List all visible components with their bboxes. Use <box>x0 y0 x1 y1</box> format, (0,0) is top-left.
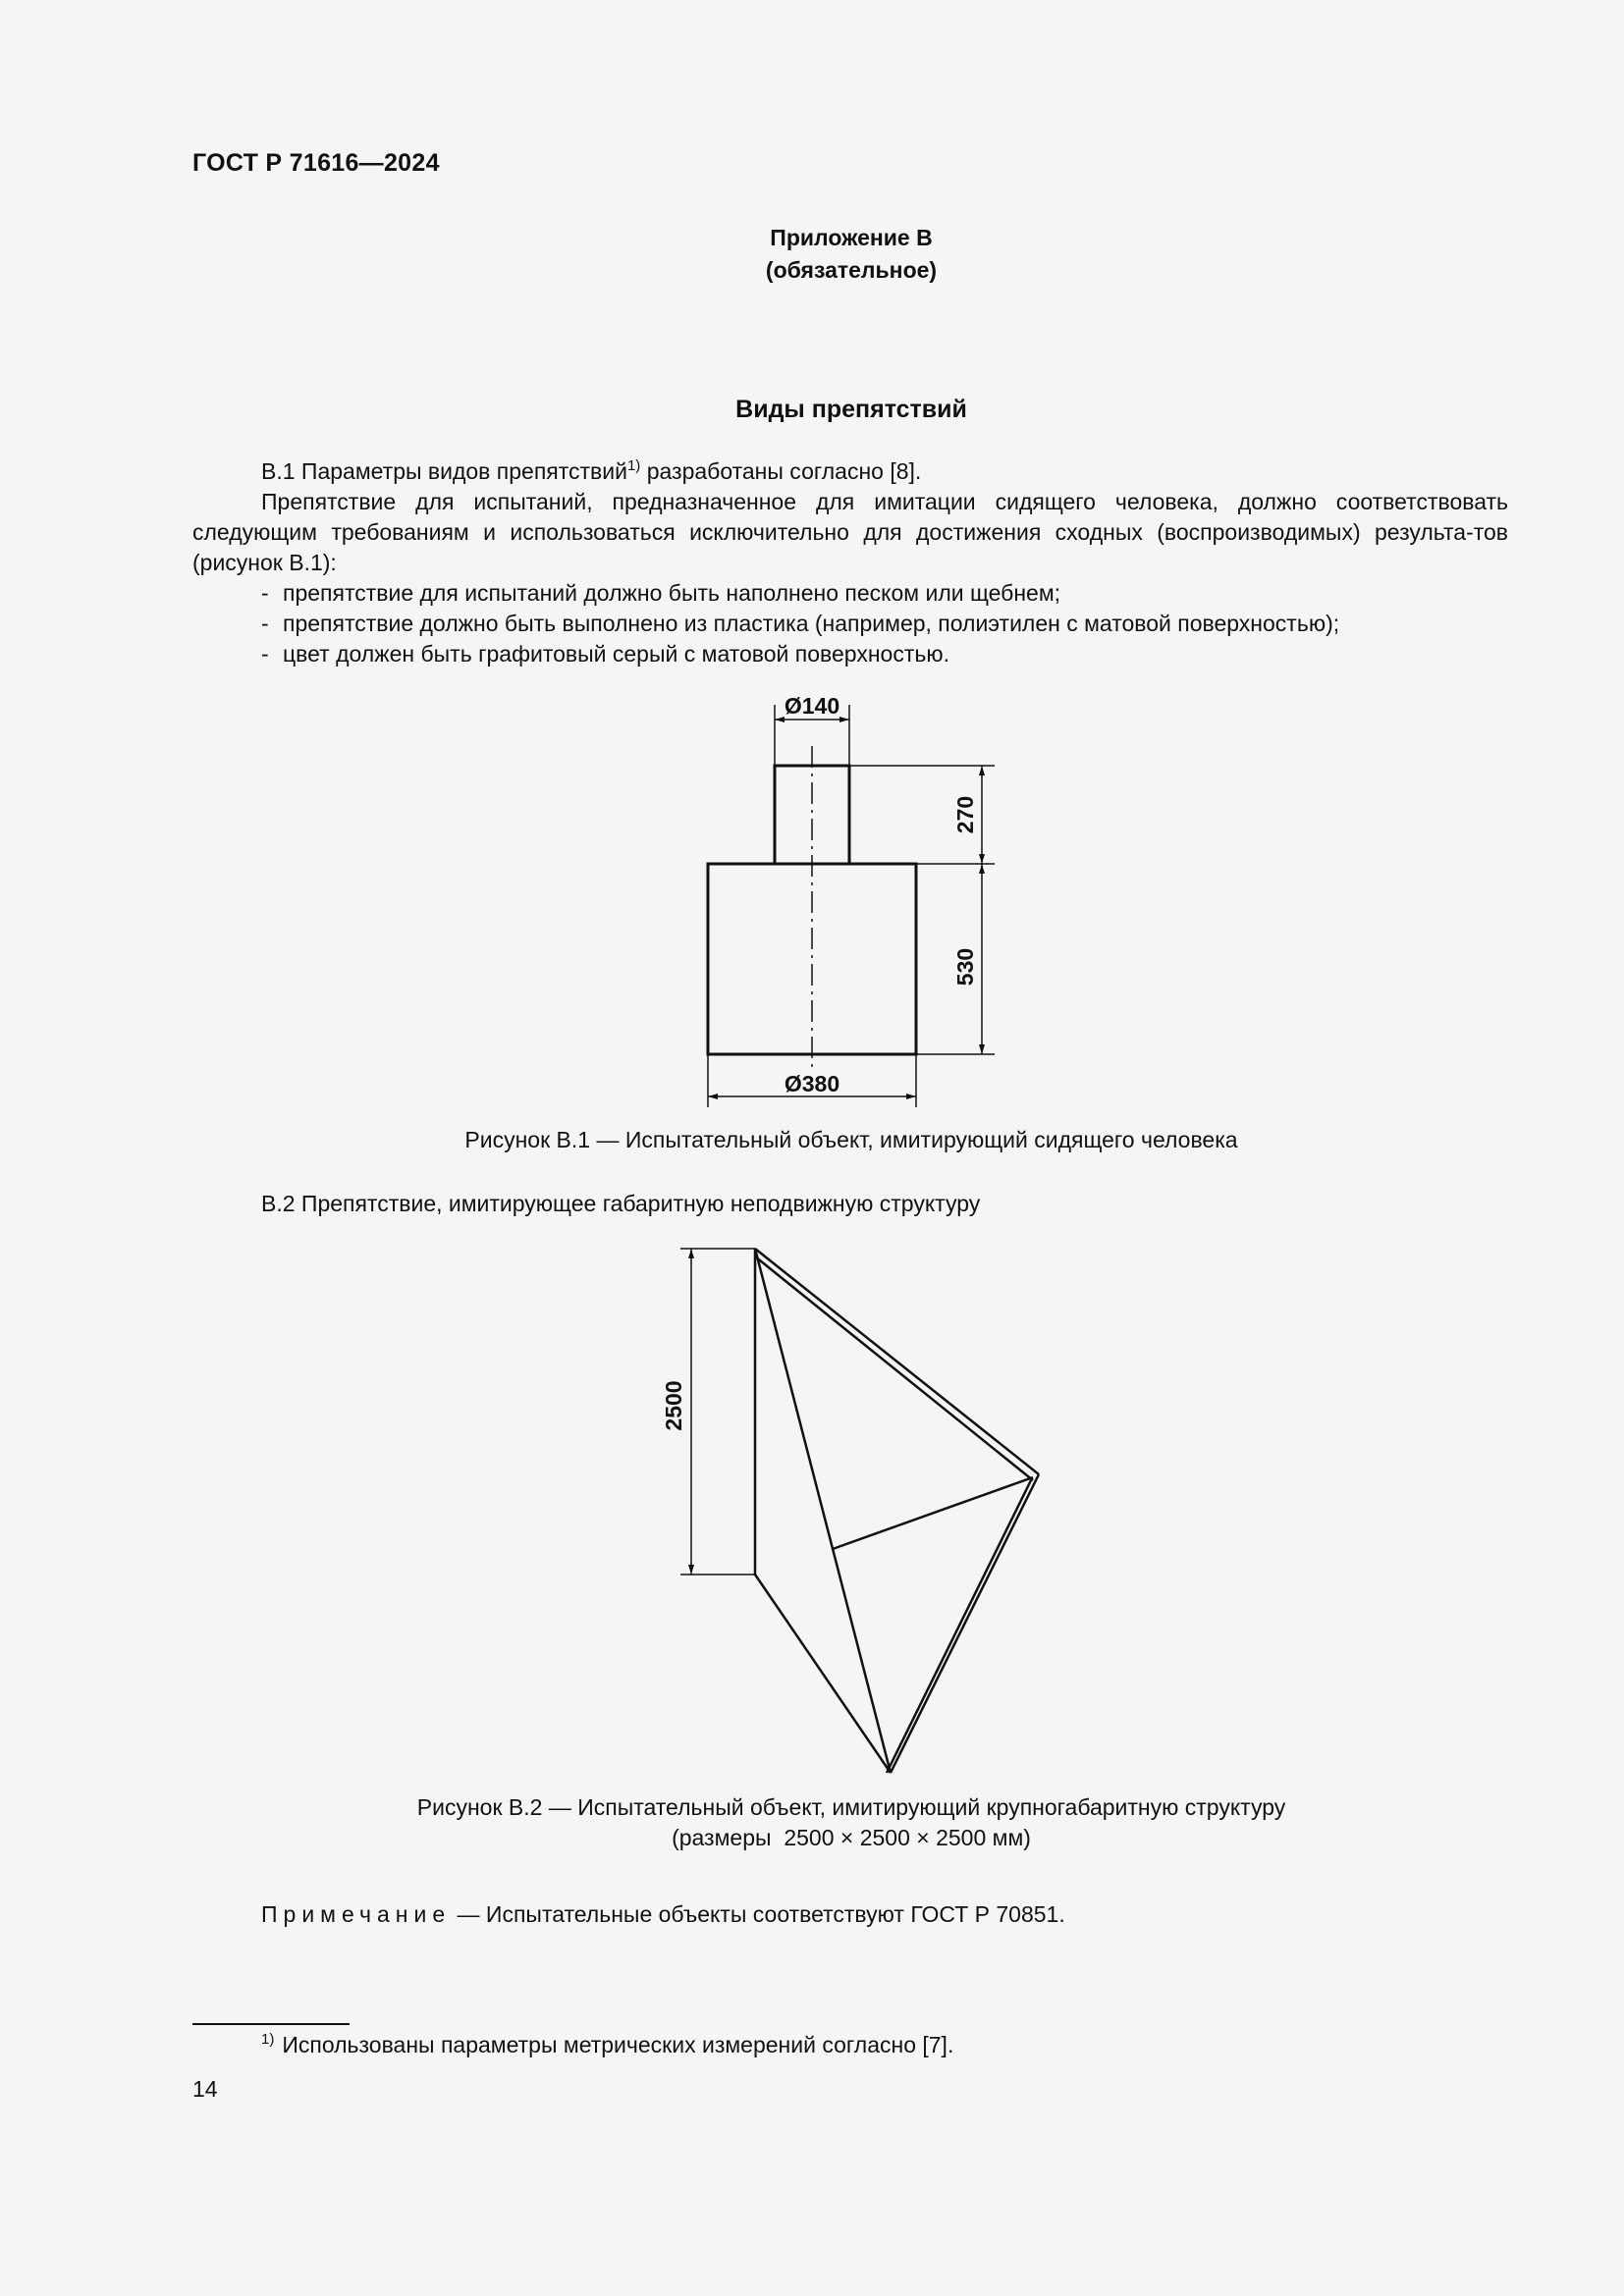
page-number: 14 <box>192 2076 218 2102</box>
paragraph-b1-start: В.1 Параметры видов препятствий <box>261 458 627 484</box>
dim-upper-height: 270 <box>952 795 978 834</box>
appendix-status: (обязательное) <box>765 257 938 283</box>
footnote-text: Использованы параметры метрических измерений согласно [7]. <box>282 2032 954 2057</box>
dim-top-diameter: Ø140 <box>784 693 840 719</box>
section-title: Виды препятствий <box>735 396 967 423</box>
paragraph-b1-end: разработаны согласно [8]. <box>640 458 922 484</box>
note-label: Примечание <box>261 1901 452 1927</box>
list-item: - цвет должен быть графитовый серый с матовой поверхностью. <box>261 641 949 667</box>
list-item-text: цвет должен быть графитовый серый с матовой поверхностью. <box>283 641 949 667</box>
list-item-text: препятствие для испытаний должно быть наполнено песком или щебнем; <box>283 580 1061 606</box>
figure-b2-caption: Рисунок В.2 — Испытательный объект, имитирующий крупногабаритную структуру <box>416 1794 1286 1820</box>
note <box>261 1901 1065 1928</box>
list-item-text: препятствие должно быть выполнено из пластика (например, полиэтилен с матовой поверхностью); <box>283 611 1340 636</box>
paragraph-requirements-intro: Препятствие для испытаний, предназначенное для имитации сидящего человека, должно соответствовать следующим требованиям и использоваться исключительно для достижения сходных (воспроизводимых) результа-тов (рисунок В.1): <box>192 489 1508 575</box>
footnote-marker: 1) <box>261 2031 275 2048</box>
figure-b2-dimensions: (размеры 2500 × 2500 × 2500 мм) <box>672 1825 1031 1850</box>
footnote-ref: 1) <box>626 457 641 474</box>
footnote-divider <box>192 2023 350 2025</box>
dim-lower-height: 530 <box>952 947 978 987</box>
list-item: - препятствие для испытаний должно быть наполнено песком или щебнем; <box>261 580 1061 606</box>
list-item: - препятствие должно быть выполнено из пластика (например, полиэтилен с матовой поверхностью); <box>261 611 1340 636</box>
figure-b1-caption: Рисунок В.1 — Испытательный объект, имитирующий сидящего человека <box>464 1127 1238 1152</box>
note-text: — Испытательные объекты соответствуют ГОСТ Р 70851. <box>451 1901 1065 1927</box>
dim-base-diameter: Ø380 <box>784 1071 840 1096</box>
paragraph-b2: В.2 Препятствие, имитирующее габаритную неподвижную структуру <box>261 1191 981 1216</box>
footnote <box>261 2032 953 2058</box>
standard-code: ГОСТ Р 71616—2024 <box>192 149 440 177</box>
appendix-title: Приложение В <box>770 225 933 250</box>
dim-height: 2500 <box>661 1380 686 1431</box>
